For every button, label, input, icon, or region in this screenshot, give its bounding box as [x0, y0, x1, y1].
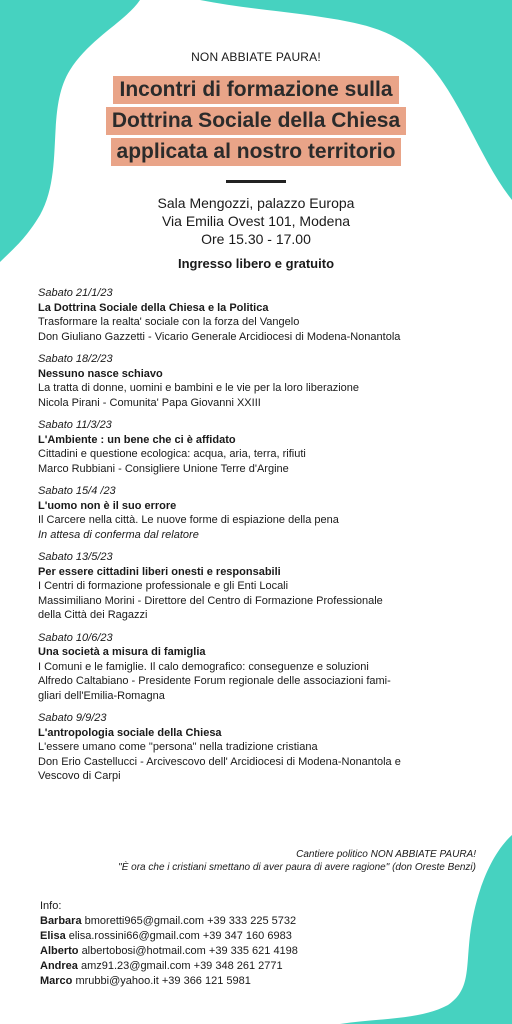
event-title: Nessuno nasce schiavo — [38, 367, 163, 380]
closing-quote-text: "È ora che i cristiani smettano di aver paura di avere ragione" (don Oreste Benzi) — [118, 862, 476, 873]
event-date: Sabato 13/5/23 — [38, 551, 113, 563]
closing-signature: Cantiere politico NON ABBIATE PAURA! — [296, 849, 476, 860]
event-item — [38, 418, 498, 476]
contact-name: Marco — [40, 975, 73, 987]
contact-row — [40, 944, 480, 959]
contact-email[interactable]: bmoretti965@gmail.com — [84, 915, 205, 927]
contact-info — [40, 899, 480, 989]
contact-name: Elisa — [40, 930, 66, 942]
event-description: La tratta di donne, uomini e bambini e le vie per la loro liberazione — [38, 382, 360, 394]
event-title: L'antropologia sociale della Chiesa — [38, 726, 222, 739]
contact-phone[interactable]: +39 348 261 2771 — [193, 960, 283, 972]
contact-row — [40, 914, 480, 929]
contact-row — [40, 959, 480, 974]
event-item — [38, 711, 498, 784]
entry-notice: Ingresso libero e gratuito — [177, 256, 335, 271]
contact-phone[interactable]: +39 333 225 5732 — [207, 915, 297, 927]
event-description: L'essere umano come "persona" nella tradizione cristiana — [38, 741, 318, 753]
event-speaker: Don Giuliano Gazzetti - Vicario Generale Arcidiocesi di Modena-Nonantola — [38, 330, 401, 343]
title-line-1: Incontri di formazione sulla — [113, 76, 398, 104]
title-line-2: Dottrina Sociale della Chiesa — [106, 107, 406, 135]
contact-row — [40, 929, 480, 944]
contact-row — [40, 974, 480, 989]
event-date: Sabato 10/6/23 — [38, 631, 113, 644]
contact-phone[interactable]: +39 347 160 6983 — [202, 930, 292, 942]
venue-room: Sala Mengozzi, palazzo Europa — [157, 195, 355, 211]
event-speaker: Don Erio Castellucci - Arcivescovo dell' Arcidiocesi di Modena-Nonantola e — [38, 755, 401, 768]
event-speaker: Alfredo Caltabiano - Presidente Forum regionale delle associazioni fami- — [38, 675, 391, 687]
event-item — [38, 550, 498, 623]
contact-name: Andrea — [40, 960, 78, 972]
contact-name: Barbara — [40, 915, 82, 927]
contact-email[interactable]: albertobosi@hotmail.com — [81, 945, 206, 957]
event-speaker: Nicola Pirani - Comunita' Papa Giovanni XXIII — [38, 396, 261, 409]
event-speaker-cont: della Città dei Ragazzi — [38, 609, 148, 621]
page-title — [0, 76, 512, 169]
venue-address: Via Emilia Ovest 101, Modena — [161, 213, 351, 229]
divider — [226, 180, 286, 183]
contact-phone[interactable]: +39 366 121 5981 — [161, 975, 251, 987]
event-item — [38, 352, 498, 410]
closing-quote — [38, 848, 476, 874]
event-list — [38, 286, 498, 792]
event-series-label: NON ABBIATE PAURA! — [191, 50, 321, 64]
event-description: Cittadini e questione ecologica: acqua, aria, terra, rifiuti — [38, 448, 306, 460]
event-item — [38, 631, 498, 704]
info-label: Info: — [40, 900, 62, 912]
event-note: In attesa di conferma dal relatore — [38, 528, 199, 541]
event-description: I Centri di formazione professionale e gli Enti Locali — [38, 580, 289, 592]
contact-email[interactable]: elisa.rossini66@gmail.com — [68, 930, 200, 942]
event-date: Sabato 21/1/23 — [38, 287, 113, 299]
event-item — [38, 286, 498, 344]
event-date: Sabato 15/4 /23 — [38, 485, 116, 497]
event-speaker-cont: Vescovo di Carpi — [38, 770, 121, 782]
event-title: Una società a misura di famiglia — [38, 646, 206, 658]
contact-email[interactable]: mrubbi@yahoo.it — [75, 975, 159, 987]
contact-phone[interactable]: +39 335 621 4198 — [208, 945, 298, 957]
event-title: L'uomo non è il suo errore — [38, 499, 177, 512]
event-title: Per essere cittadini liberi onesti e responsabili — [38, 565, 281, 578]
event-date: Sabato 18/2/23 — [38, 353, 113, 365]
event-date: Sabato 9/9/23 — [38, 712, 107, 724]
venue-time: Ore 15.30 - 17.00 — [201, 231, 311, 247]
event-speaker: Marco Rubbiani - Consigliere Unione Terre d'Argine — [38, 462, 289, 475]
event-title: L'Ambiente : un bene che ci è affidato — [38, 433, 236, 446]
event-description: Trasformare la realta' sociale con la forza del Vangelo — [38, 316, 300, 328]
event-description: I Comuni e le famiglie. Il calo demografico: conseguenze e soluzioni — [38, 660, 369, 673]
venue-info — [0, 194, 512, 248]
event-item — [38, 484, 498, 542]
event-speaker-cont: gliari dell'Emilia-Romagna — [38, 689, 165, 702]
title-line-3: applicata al nostro territorio — [111, 138, 402, 166]
event-date: Sabato 11/3/23 — [38, 419, 112, 431]
contact-name: Alberto — [40, 945, 79, 957]
event-description: Il Carcere nella città. Le nuove forme di espiazione della pena — [38, 514, 339, 526]
contact-email[interactable]: amz91.23@gmail.com — [80, 960, 191, 972]
event-title: La Dottrina Sociale della Chiesa e la Politica — [38, 301, 269, 314]
event-speaker: Massimiliano Morini - Direttore del Centro di Formazione Professionale — [38, 594, 383, 607]
